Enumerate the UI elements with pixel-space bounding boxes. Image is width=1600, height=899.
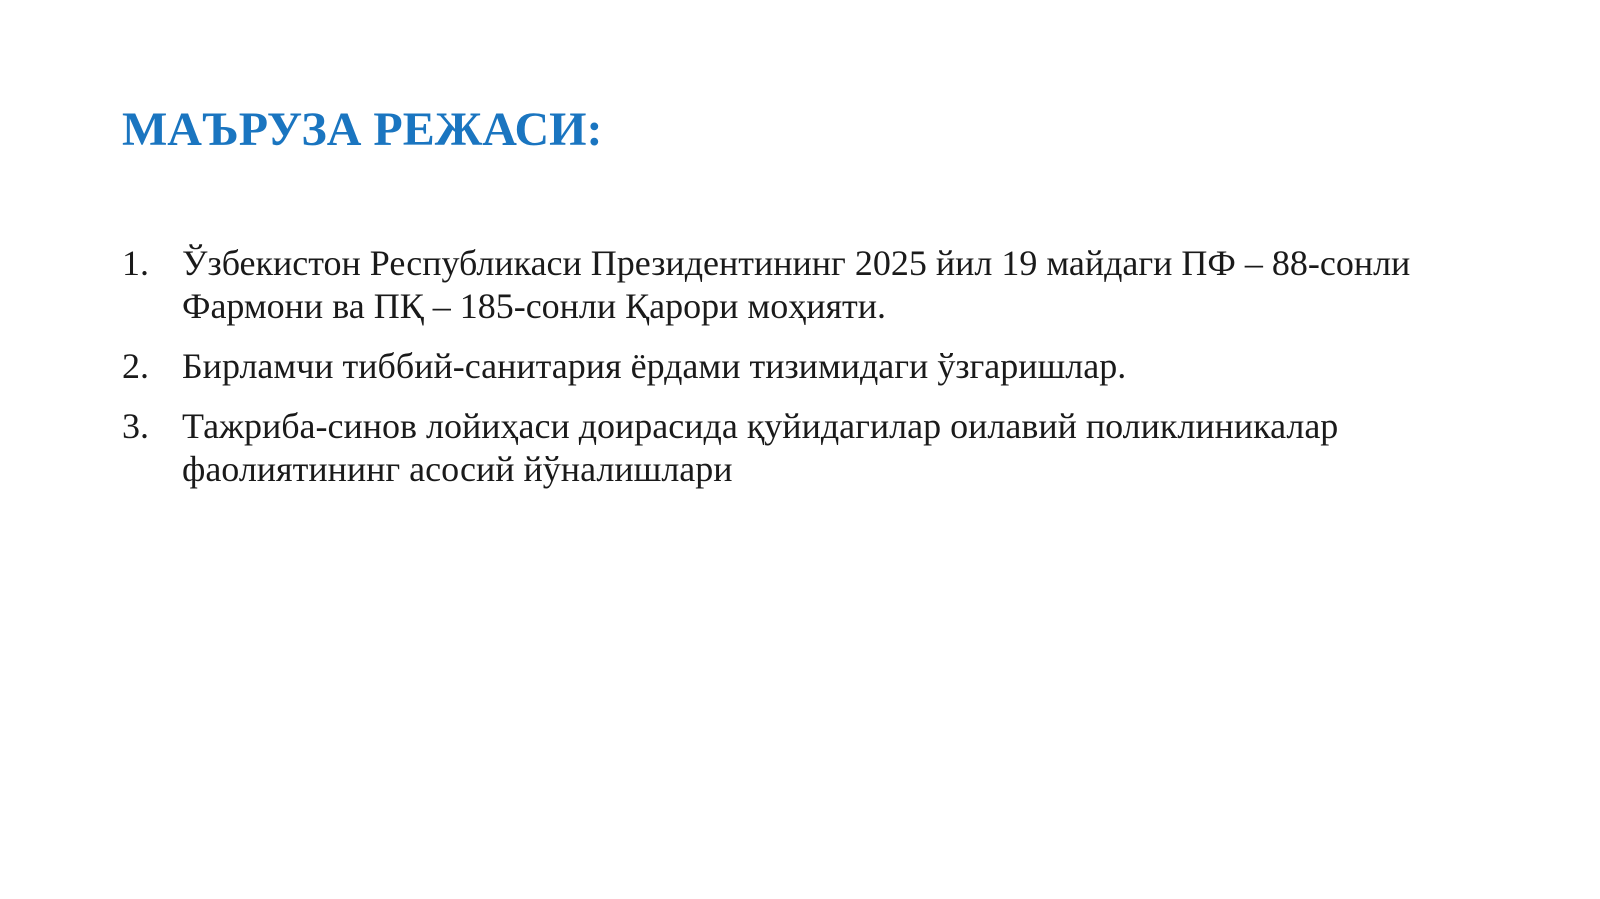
list-item-number: 1. (122, 243, 149, 283)
list-item-text: Бирламчи тиббий-санитария ёрдами тизимидаги ўзгаришлар. (182, 346, 1127, 386)
list-item (122, 242, 1532, 328)
list-item (122, 405, 1532, 491)
list-item (122, 345, 1532, 388)
list-item-number: 2. (122, 346, 149, 386)
list-item-text: Тажриба-синов лойиҳаси доирасида қуйидагилар оилавий поликлиникалар фаолиятининг асосий йўналишлари (182, 406, 1339, 489)
list-item-number: 3. (122, 406, 149, 446)
lecture-plan-list (122, 242, 1532, 508)
slide-title: МАЪРУЗА РЕЖАСИ: (122, 103, 603, 156)
list-item-text: Ўзбекистон Республикаси Президентининг 2025 йил 19 майдаги ПФ – 88-сонли Фармони ва ПҚ – 185-сонли Қарори моҳияти. (182, 243, 1411, 326)
